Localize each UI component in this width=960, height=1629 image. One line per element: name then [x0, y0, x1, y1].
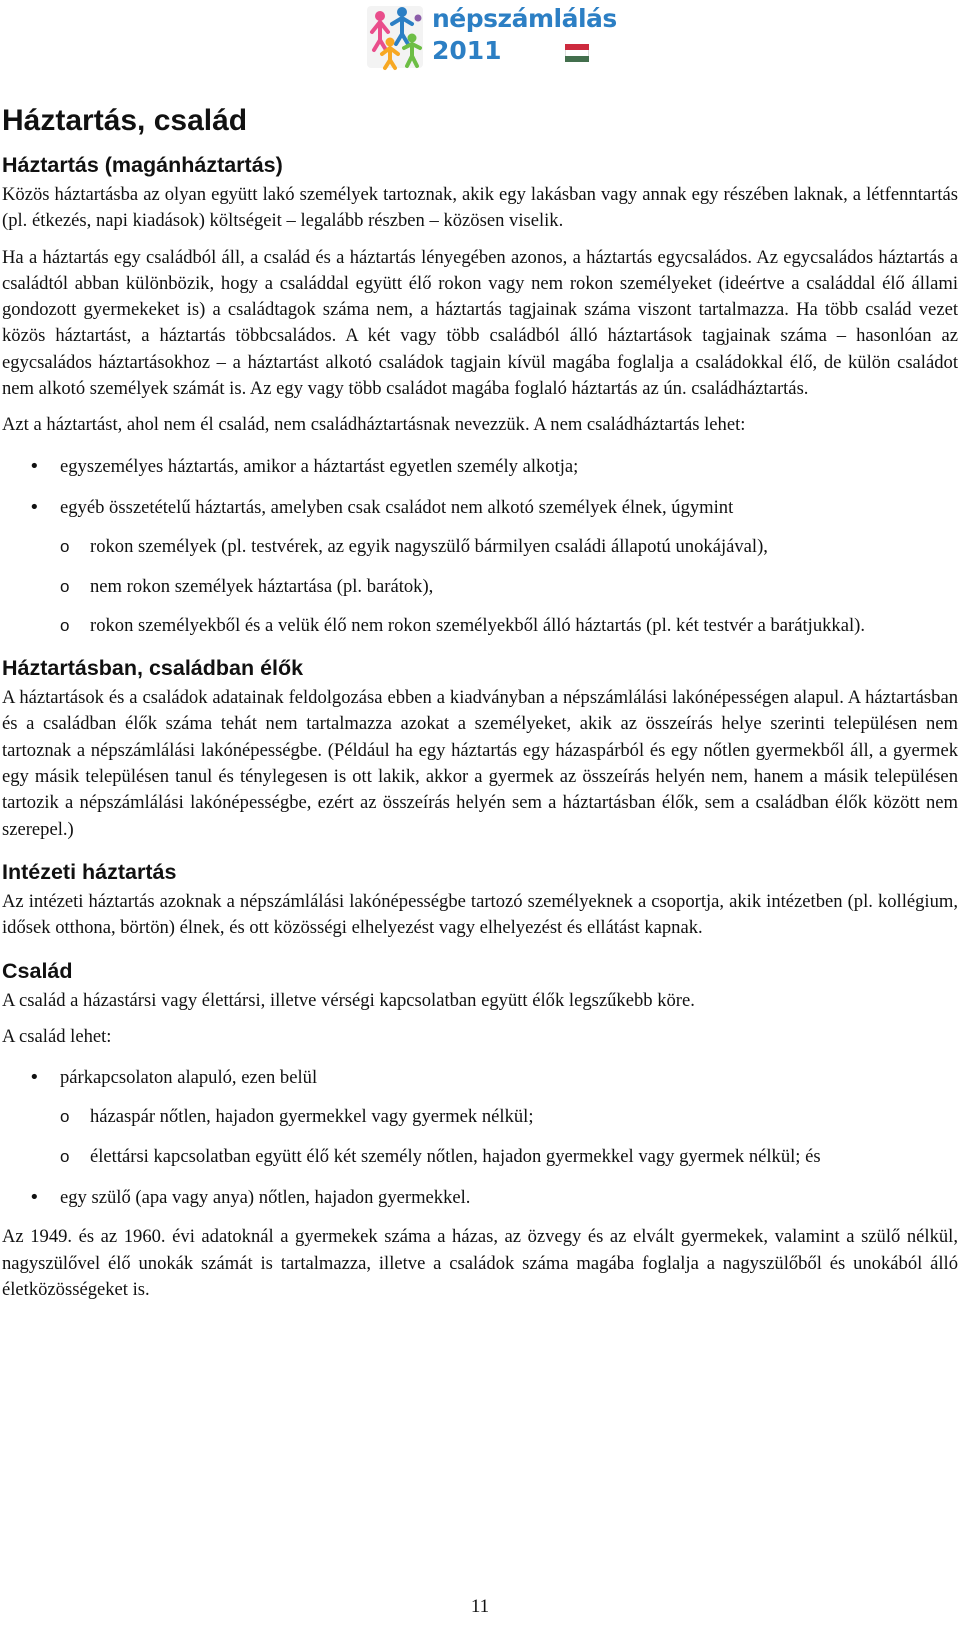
paragraph: Az intézeti háztartás azoknak a népszámlálási lakónépességbe tartozó személyeknek a csoportja, akik intézetben (pl. kollégium, idősek otthona, börtön) élnek, és ott közösségi elhelyezést vagy elhelyezést és ellátást kapnak. — [2, 890, 958, 939]
document-body — [2, 104, 958, 1313]
paragraph: Ha a háztartás egy családból áll, a család és a háztartás lényegében azonos, a háztartás egycsaládos. Az egycsaládos háztartás a családtól abban különbözik, hogy a családdal együtt élő rokon vagy nem rokon személyeket (ideértve a családdal élő állami gondozott gyermekeket is) a családtagok száma nem, a háztartás tagjainak száma viszont tartalmazza. Ha több család vezet közös háztartást, a háztartás többcsaládos. A két vagy több családból álló háztartások tagjainak száma – hasonlóan az egycsaládos háztartásokhoz – a háztartást alkotó családok tagjain kívül magába foglalja a családokkal élő, de külön családot nem alkotó személyek számát is. Az egy vagy több családot magába foglaló háztartás az ún. családháztartás. — [2, 246, 958, 400]
sub-list-item: o nem rokon személyek háztartása (pl. barátok), — [2, 574, 958, 600]
section-heading-csalad: Család — [2, 958, 73, 983]
paragraph: A háztartások és a családok adatainak feldolgozása ebben a kiadványban a népszámlálási lakónépességen alapul. A háztartásban és a családban élők száma tehát nem tartalmazza azokat a személyeket, akik az összeírás helye szerinti településen nem tartoznak a népszámlálási lakónépességbe. (Például ha egy háztartás egy házaspárból és egy nőtlen gyermekből áll, a gyermek egy másik településen tanul és ténylegesen is ott lakik, akkor a gyermek az összeírás helyén nem, hanem a másik településen tartozik a népszámlálási lakónépességbe, ezért az összeírás helyén sem a háztartásban élők, sem a családban élők között nem szerepel.) — [2, 687, 958, 840]
sub-list-item: o rokon személyek (pl. testvérek, az egyik nagyszülő bármilyen családi állapotú unokájával), — [2, 534, 958, 560]
sub-list-item: o élettársi kapcsolatban együtt élő két személy nőtlen, hajadon gyermekkel vagy gyermek nélkül; és — [2, 1144, 958, 1170]
paragraph: Közös háztartásba az olyan együtt lakó személyek tartoznak, akik egy lakásban vagy annak egy részében laknak, a létfenntartás (pl. étkezés, napi kiadások) költségeit – legalább részben – közösen viselik. — [2, 184, 958, 232]
bullet-list — [2, 1065, 958, 1211]
paragraph: A család lehet: — [2, 1025, 112, 1047]
section-heading-haztartas: Háztartás (magánháztartás) — [2, 153, 283, 177]
paragraph: Az 1949. és az 1960. évi adatoknál a gyermekek száma a házas, az özvegy és az elvált gyermekek, valamint a szülő nélkül, nagyszülővel élő unokák számát is tartalmazza, illetve a családok száma magába foglalja a nagyszülőből és unokából álló életközösségeket is. — [2, 1226, 958, 1300]
section-heading-haztartasban-elok: Háztartásban, családban élők — [2, 656, 304, 681]
list-item: • egyszemélyes háztartás, amikor a háztartást egyetlen személy alkotja; — [2, 454, 958, 480]
bullet-list — [2, 454, 958, 639]
page-number: 11 — [470, 1596, 490, 1617]
list-item: • párkapcsolaton alapuló, ezen belül — [2, 1065, 958, 1091]
logo-text-year: 2011 — [432, 36, 502, 65]
logo-text-nepszamlalas: népszámlálás — [432, 4, 617, 33]
list-item: • egyéb összetételű háztartás, amelyben csak családot nem alkotó személyek élnek, úgymint — [2, 495, 958, 521]
hungarian-flag-icon — [565, 44, 589, 62]
paragraph: A család a házastársi vagy élettársi, illetve vérségi kapcsolatban együtt élők legszűkebb köre. — [2, 989, 695, 1011]
paragraph: Azt a háztartást, ahol nem él család, nem családháztartásnak nevezzük. A nem családháztartás lehet: — [2, 414, 746, 436]
nepszamlalas-logo — [366, 2, 617, 74]
page-title: Háztartás, család — [2, 104, 248, 137]
people-logo-icon — [366, 2, 428, 72]
sub-list-item: o házaspár nőtlen, hajadon gyermekkel vagy gyermek nélkül; — [2, 1104, 958, 1130]
section-heading-intezeti-haztartas: Intézeti háztartás — [2, 859, 177, 884]
list-item: • egy szülő (apa vagy anya) nőtlen, hajadon gyermekkel. — [2, 1185, 958, 1211]
sub-list-item: o rokon személyekből és a velük élő nem rokon személyekből álló háztartás (pl. két testvér a barátjukkal). — [2, 613, 958, 639]
